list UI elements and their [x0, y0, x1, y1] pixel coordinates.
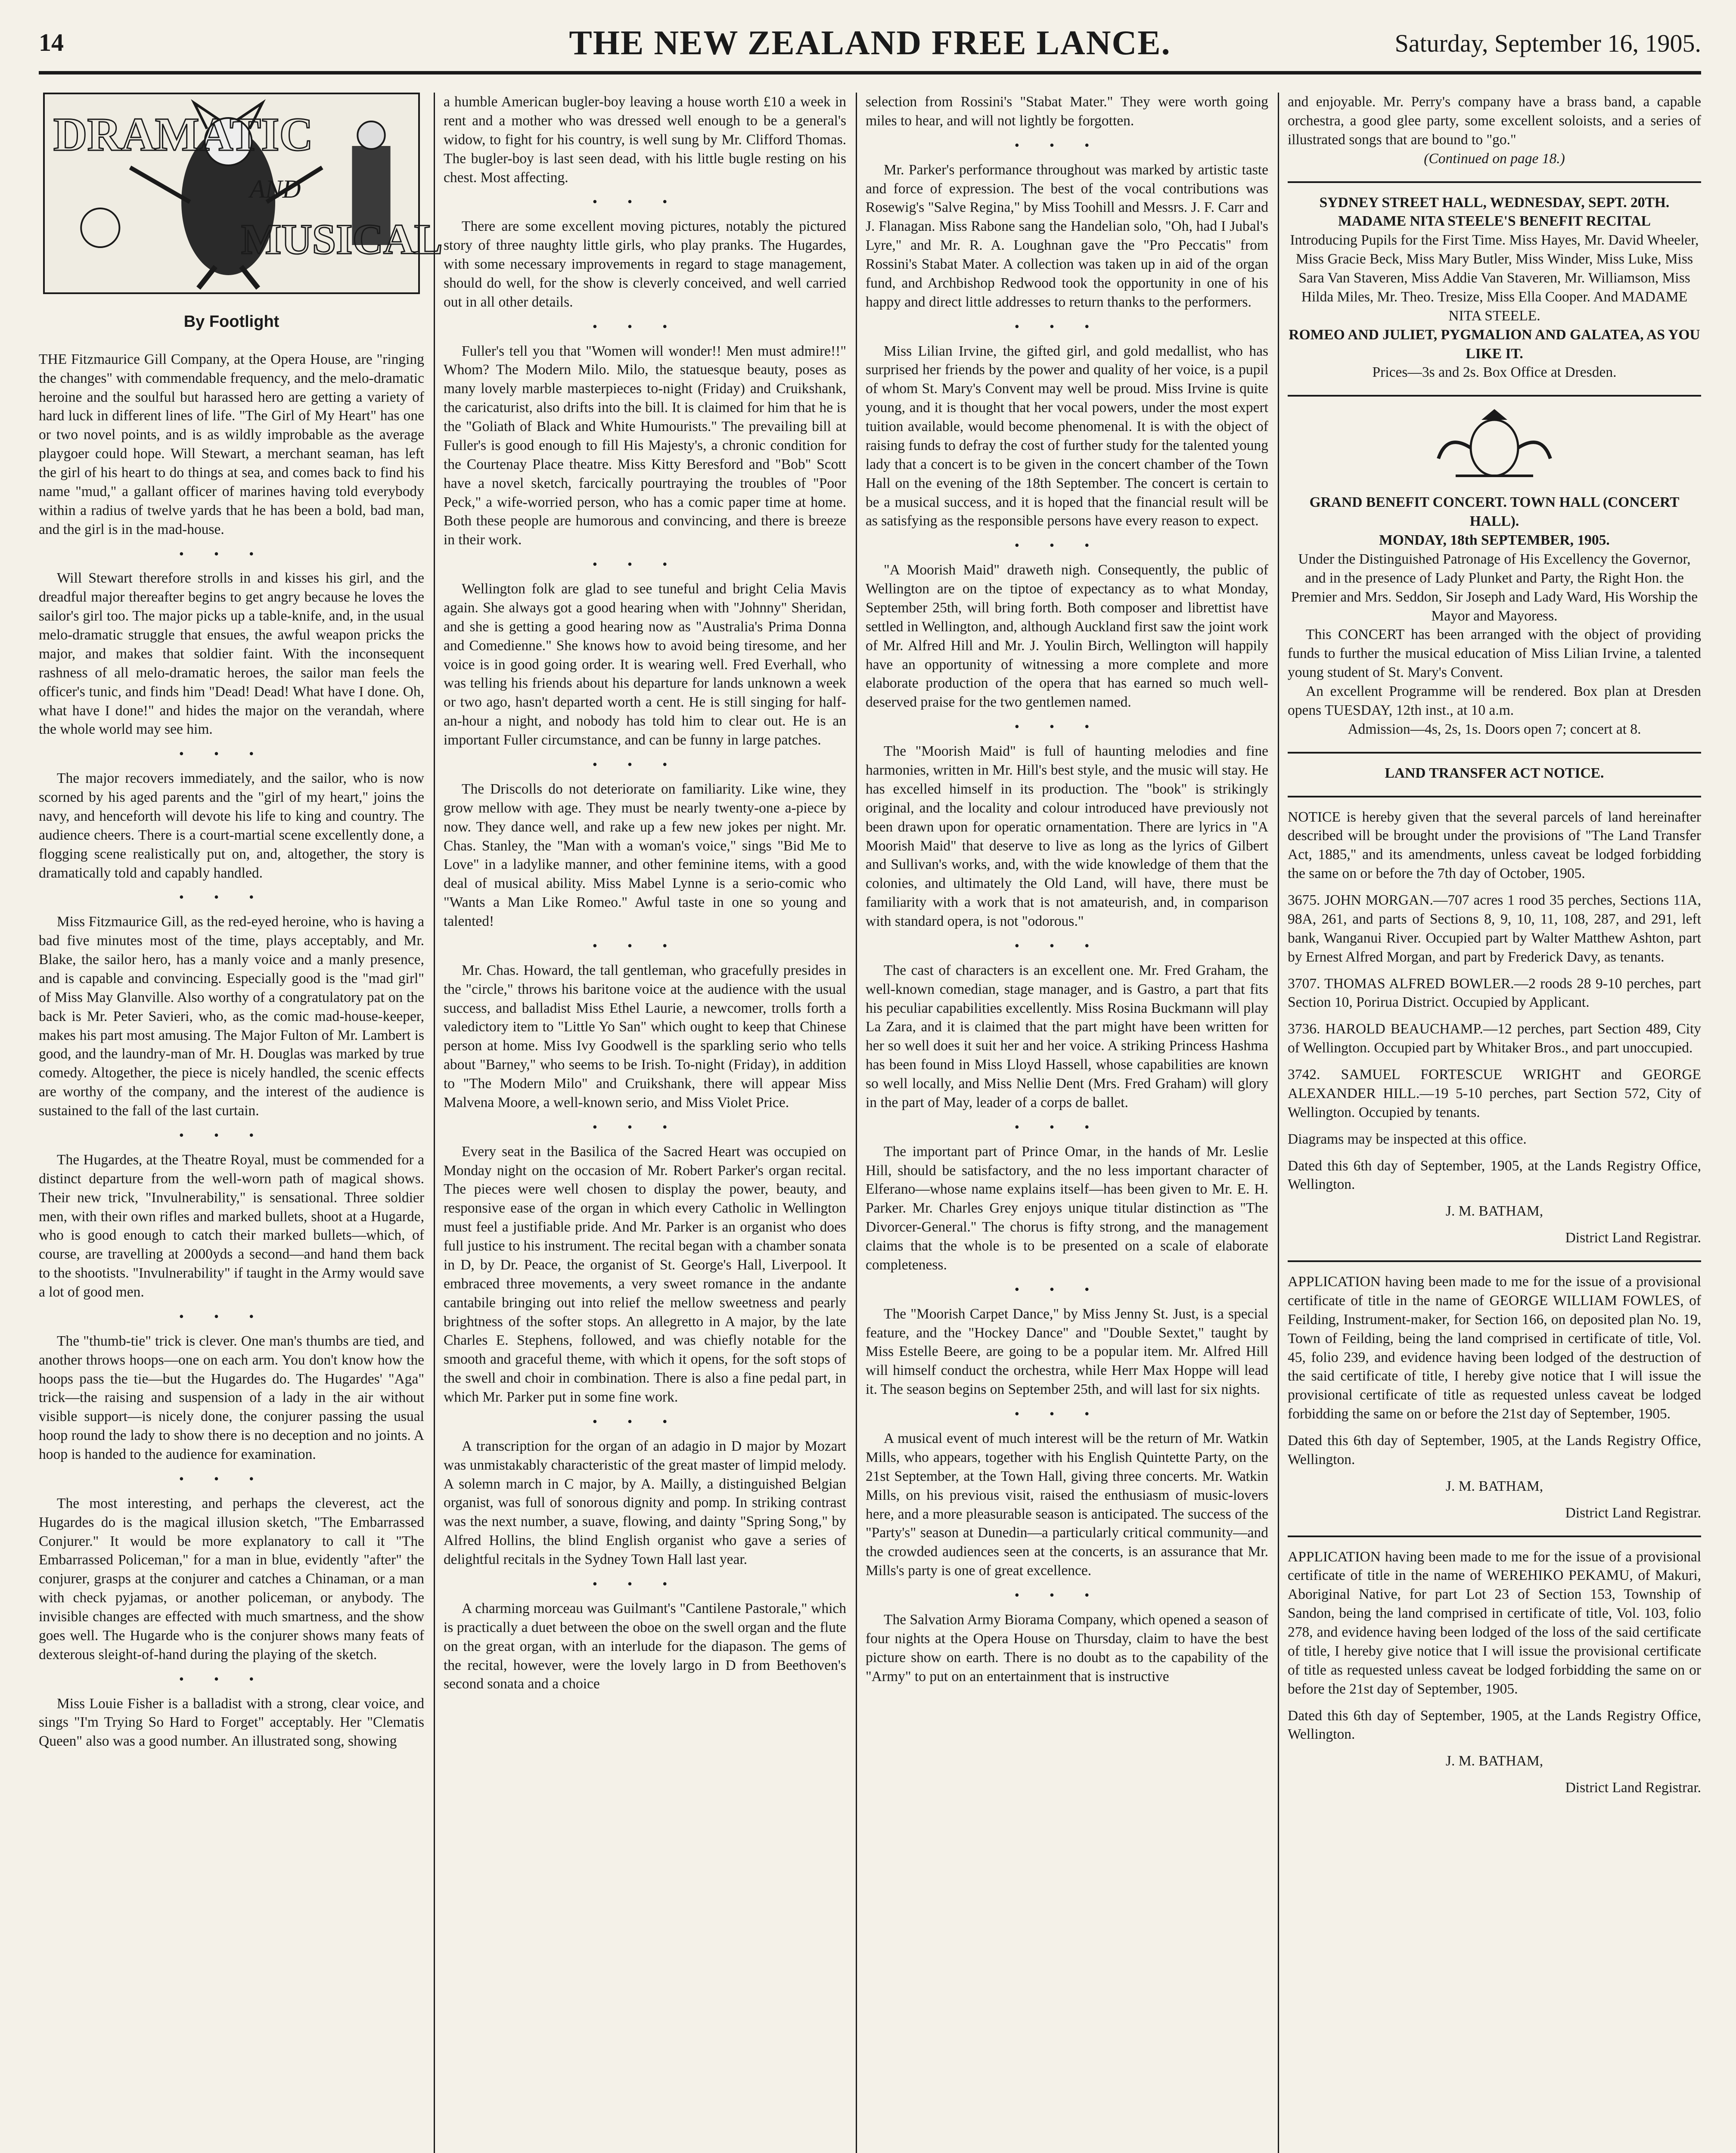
- notice-item: 3736. HAROLD BEAUCHAMP.—12 perches, part Section 489, City of Wellington. Occupied part by Whitaker Bros., and part unoccupied.: [1288, 1021, 1701, 1056]
- article-paragraph: The important part of Prince Omar, in the hands of Mr. Leslie Hill, should be satisfactory, and the no less important character of Elferano—whose name explains itself—has been given to Mr. E. H. Parker. Mr. Charles Grey enjoys unique titular distinction as "The Divorcer-General." The chorus is fifty strong, and the management claims that the whole is to be presented on a scale of elaborate completeness.: [866, 1143, 1268, 1273]
- section-divider: •••: [1014, 1119, 1120, 1135]
- notice-item: 3707. THOMAS ALFRED BOWLER.—2 roods 28 9-10 perches, part Section 10, Porirua District. Occupied by Applicant.: [1288, 975, 1701, 1011]
- column-3: [866, 93, 1268, 2153]
- royal-crest-icon: [1430, 407, 1559, 484]
- masked-jester-illustration: [45, 94, 443, 292]
- article-paragraph: Mr. Chas. Howard, the tall gentleman, who gracefully presides in the "circle," throws his baritone voice at the audience with the usual success, and balladist Miss Ethel Laurie, a newcomer, trolls forth a valedictory item to "Little Yo San" which ought to keep that Chinese person at home. Miss Ivy Goodwell is the sparkling serio who tells about "Barney," who seems to be Irish. To-night (Friday), in addition to "The Modern Milo" and Cruikshank, there will appear Miss Malvena Moore, a well-known serio, and Miss Violet Price.: [444, 962, 846, 1111]
- notice-heading: LAND TRANSFER ACT NOTICE.: [1385, 765, 1604, 781]
- section-divider: •••: [1014, 537, 1120, 553]
- section-divider: •••: [592, 318, 698, 334]
- continued-note: (Continued on page 18.): [1424, 150, 1565, 167]
- banner-word-musical: MUSICAL: [241, 215, 443, 264]
- article-paragraph: Mr. Parker's performance throughout was marked by artistic taste and force of expression. The best of the vocal contributions was Rosewig's "Salve Regina," by Miss Toohill and Messrs. J. F. Carr and J. Flanagan. Miss Rabone sang the Handelian solo, "Oh, had I Jubal's Lyre," and Mr. R. A. Loughnan gave the "Pro Peccatis" from Rossini's Stabat Mater. A collection was taken up in aid of the organ fund, and Archbishop Redwood took the opportunity in one of his happy and direct little addresses to return thanks to the performers.: [866, 161, 1268, 310]
- column-rule: [856, 93, 857, 2153]
- dramatic-musical-banner: [43, 93, 443, 294]
- ad-admission: Admission—4s, 2s, 1s. Doors open 7; concert at 8.: [1348, 721, 1641, 737]
- section-divider: •••: [592, 1119, 698, 1135]
- ad-divider: [1288, 752, 1701, 754]
- ad-programme: An excellent Programme will be rendered. Box plan at Dresden opens TUESDAY, 12th inst., at 10 a.m.: [1288, 683, 1701, 718]
- article-paragraph: A musical event of much interest will be the return of Mr. Watkin Mills, who appears, together with his English Quintette Party, on the 21st September, at the Town Hall, giving three concerts. Mr. Watkin Mills, on his previous visit, raised the enthusiasm of music-lovers here, and a more pleasurable season is anticipated. The success of the "Party's" season at Dunedin—a particularly critical community—and the crowded audiences seen at the concerts, is an assurance that Mr. Mills's party is one of great excellence.: [866, 1430, 1268, 1579]
- column-4: [1288, 93, 1701, 2153]
- article-paragraph: Miss Louie Fisher is a balladist with a strong, clear voice, and sings "I'm Trying So Hard to Forget" acceptably. Her "Clematis Queen" also was a good number. An illustrated song, showing: [39, 1695, 424, 1750]
- ad-title: GRAND BENEFIT CONCERT. TOWN HALL (CONCERT HALL).: [1309, 494, 1680, 530]
- ad-plays: ROMEO AND JULIET, PYGMALION AND GALATEA, AS YOU LIKE IT.: [1289, 326, 1700, 362]
- section-divider: •••: [1014, 1406, 1120, 1422]
- ad-prices: Prices—3s and 2s. Box Office at Dresden.: [1372, 364, 1617, 381]
- ad-divider: [1288, 1536, 1701, 1537]
- section-divider: •••: [592, 1413, 698, 1429]
- notice-item: 3742. SAMUEL FORTESCUE WRIGHT and GEORGE ALEXANDER HILL.—19 5-10 perches, part Section 572, City of Wellington. Occupied by tenants.: [1288, 1067, 1701, 1120]
- notice-body: APPLICATION having been made to me for the issue of a provisional certificate of title in the name of WEREHIKO PEKAMU, of Makuri, Aboriginal Native, for part Lot 23 of Section 153, Township of Sandon, being the land comprised in certificate of title, Vol. 103, folio 278, and evidence having been lodged of the loss of the said certificate of title, I hereby give notice that I will issue the provisional certificate of title as requested unless caveat be lodged forbidding the same on or before the 21st day of September, 1905.: [1288, 1548, 1701, 1697]
- section-divider: •••: [592, 1576, 698, 1591]
- ad-body: Introducing Pupils for the First Time. Miss Hayes, Mr. David Wheeler, Miss Gracie Beck, Miss Mary Butler, Miss Winder, Miss Luke, Miss Sara Van Staveren, Miss Addie Van Staveren, Mr. Williamson, Miss Hilda Miles, Mr. Theo. Tresize, Miss Ella Cooper. And MADAME NITA STEELE.: [1290, 232, 1699, 324]
- notice-intro: NOTICE is hereby given that the several parcels of land hereinafter described will be brought under the provisions of "The Land Transfer Act, 1885," and its amendments, unless caveat be lodged forbidding the same on or before the 7th day of October, 1905.: [1288, 809, 1701, 882]
- section-divider: •••: [179, 1308, 284, 1324]
- banner-word-dramatic: DRAMATIC: [53, 108, 314, 161]
- benefit-concert-ad: [1288, 407, 1701, 738]
- notice-role: District Land Registrar.: [1565, 1780, 1701, 1796]
- article-paragraph: THE Fitzmaurice Gill Company, at the Opera House, are "ringing the changes" with commendable frequency, and the melo-dramatic heroine and the soulful but harassed hero are getting a variety of hard luck in different lines of life. "The Girl of My Heart" has one or two novel points, and is as wildly improbable as the average playgoer could hope. Will Stewart, a merchant seaman, has left the girl of his heart to do things at sea, and comes back to find his name "mud," a gallant officer of marines having told everybody within a radius of twelve yards that he has been a bold, bad man, and the girl is in the mad-house.: [39, 351, 424, 537]
- article-paragraph: Will Stewart therefore strolls in and kisses his girl, and the dreadful major thereafter begins to get angry because he loves the sailor's girl too. The major picks up a table-knife, and, in the usual melo-dramatic struggle that ensues, the awful weapon pricks the major, and makes that soldier faint. With the inconsequent rashness of all melo-dramatic heroes, the sailor man feels the officer's tunic, and finds him "Dead! Dead! What have I done. Oh, what have I done!" and hides the major on the verandah, where the whole world may see him.: [39, 570, 424, 738]
- notice-item: 3675. JOHN MORGAN.—707 acres 1 rood 35 perches, Sections 11A, 98A, 261, and parts of Sections 8, 9, 10, 11, 108, 287, and 291, left bank, Wanganui River. Occupied part by Walter Matthew Ashton, part by Ernest Alfred Morgan, and part by Frederick Davy, as tenants.: [1288, 892, 1701, 965]
- banner-word-and: AND: [249, 174, 301, 204]
- article-paragraph: A transcription for the organ of an adagio in D major by Mozart was unmistakably characteristic of the great master of limpid melody. A solemn march in C major, by A. Mailly, a distinguished Belgian organist, was full of sonorous dignity and pomp. In striking contrast was the next number, a suave, flowing, and dainty "Spring Song," by Alfred Hollins, the blind English organist who gave a series of delightful recitals in the Sydney Town Hall last year.: [444, 1438, 846, 1568]
- issue-date: Saturday, September 16, 1905.: [1394, 29, 1701, 57]
- notice-signature: J. M. BATHAM,: [1445, 1203, 1543, 1219]
- section-divider: •••: [1014, 318, 1120, 334]
- pekamu-application-notice: [1288, 1548, 1701, 1798]
- article-paragraph: a humble American bugler-boy leaving a house worth £10 a week in rent and a mother who was dressed well enough to be a general's widow, to fight for his country, is well sung by Mr. Clifford Thomas. The bugler-boy is last seen dead, with his little bugle resting on his chest. Most affecting.: [444, 94, 846, 186]
- column-rule: [1278, 93, 1279, 2153]
- page-number: 14: [39, 28, 64, 56]
- article-paragraph: selection from Rossini's "Stabat Mater." They were worth going miles to hear, and will not lightly be forgotten.: [866, 94, 1268, 129]
- ad-body: This CONCERT has been arranged with the object of providing funds to further the musical education of Miss Lilian Irvine, a talented young student of St. Mary's Convent.: [1288, 627, 1701, 681]
- ad-date: MONDAY, 18th SEPTEMBER, 1905.: [1379, 532, 1610, 548]
- article-paragraph: Miss Fitzmaurice Gill, as the red-eyed heroine, who is having a bad five minutes most of the time, plays acceptably, and Mr. Blake, the sailor hero, has a manly voice and a manly presence, and is capable and convincing. Especially good is the "mad girl" of Miss May Glanville. Also worthy of a congratulatory pat on the back is Mr. Peter Savieri, who, as the comic mad-house-keeper, makes his part most amusing. The Major Fulton of Mr. Lambert is good, and the laundry-man of Mr. H. Douglas was marked by true comedy. Altogether, the piece is nicely handled, the scenic effects are worthy of the company, and the interest of the audience is sustained to the fall of the last curtain.: [39, 914, 424, 1119]
- article-paragraph: Fuller's tell you that "Women will wonder!! Men must admire!!" Whom? The Modern Milo. Milo, the statuesque beauty, poses as many lovely marble masterpieces to-night (Friday) and Cruikshank, the caricaturist, also drifts into the bill. It is claimed for him that he is the "Goliath of Black and White Humourists." The prevailing bill at Fuller's is good enough to fill His Majesty's, a chronic condition for the Courtenay Place theatre. Miss Kitty Beresford and "Bob" Scott have a novel sketch, farcically pourtraying the troubles of "Poor Peck," a wife-worried person, who has a comic paper time at home. Both these people are humorous and convincing, and there is breeze in their work.: [444, 343, 846, 548]
- newspaper-title: THE NEW ZEALAND FREE LANCE.: [569, 24, 1171, 62]
- article-paragraph: The "thumb-tie" trick is clever. One man's thumbs are tied, and another throws hoops—one on each arm. You don't know how the hoops pass the tie—but the Hugardes do. The Hugardes' "Aga" trick—the raising and suspension of a lady in the air without visible support—is nicely done, the conjurer passing the usual hoop round the lady to show there is no deception and no joints. A hoop is handed to the audience for examination.: [39, 1333, 424, 1463]
- ad-divider: [1288, 1260, 1701, 1262]
- notice-divider: [1288, 796, 1701, 797]
- section-divider: •••: [179, 546, 284, 562]
- notice-signature: J. M. BATHAM,: [1445, 1478, 1543, 1494]
- fowles-application-notice: [1288, 1272, 1701, 1523]
- byline: By Footlight: [183, 313, 279, 331]
- article-paragraph: The cast of characters is an excellent one. Mr. Fred Graham, the well-known comedian, stage manager, and is Gastro, a part that fits his peculiar capabilities excellently. Miss Rosina Buckmann will play La Zara, and it is claimed that the part might have been written for her so well does it suit her and her voice. A striking Princess Hashma has been found in Miss Lloyd Hassell, whose capabilities are known so well locally, and Miss Nellie Dent (Mrs. Fred Graham) will glory in the part of May, leader of a corps de ballet.: [866, 962, 1268, 1111]
- land-transfer-notice: [1288, 764, 1701, 1247]
- section-divider: •••: [1014, 719, 1120, 735]
- article-paragraph: Every seat in the Basilica of the Sacred Heart was occupied on Monday night on the occasion of Mr. Robert Parker's organ recital. The pieces were well chosen to display the power, beauty, and responsive ease of the organ in which every Catholic in Wellington must feel a justifiable pride. And Mr. Parker is an organist who does full justice to his instrument. The recital began with a chamber sonata in D, by Dr. Peace, the organist of St. George's Hall, Liverpool. It embraced three movements, a very sweet romance in the andante cantabile bringing out into relief the mellow sweetness and pearly brightness of the softer stops. An allegretto in A major, by the late Charles E. Stephens, followed, and was chiefly notable for the smooth and graceful theme, with which it opens, for the soft stops of the swell and choir in combination. There is also a fine pedal part, in which Mr. Parker put in some fine work.: [444, 1143, 846, 1405]
- notice-signature: J. M. BATHAM,: [1445, 1753, 1543, 1769]
- column-1: [39, 93, 443, 2153]
- article-paragraph: The Salvation Army Biorama Company, which opened a season of four nights at the Opera House on Thursday, claim to have the best picture show on earth. There is no doubt as to the capability of the "Army" to put on an entertainment that is instructive: [866, 1611, 1268, 1685]
- section-divider: •••: [592, 937, 698, 953]
- article-paragraph: The most interesting, and perhaps the cleverest, act the Hugardes do is the magical illusion sketch, "The Embarrassed Conjurer." It would be more explanatory to call it "The Embarrassed Policeman," for a man in blue, evidently "after" the conjurer, grasps at the conjurer and catches a Chinaman, or a man with check pyjamas, or another policeman, or anybody. The invisible changes are effected with much smartness, and the show goes well. The Hugarde who is the conjurer shows many feats of dexterous sleight-of-hand during the playing of the sketch.: [39, 1495, 424, 1663]
- notice-role: District Land Registrar.: [1565, 1505, 1701, 1521]
- section-divider: •••: [179, 889, 284, 905]
- section-divider: •••: [1014, 1587, 1120, 1603]
- section-divider: •••: [1014, 1281, 1120, 1297]
- article-paragraph: The major recovers immediately, and the sailor, who is now scorned by his aged parents and the "girl of my heart," joins the navy, and henceforth will devote his life to king and country. The audience cheers. There is a court-martial scene excellently done, a flogging scene realistically put on, and, altogether, the story is dramatically told and capably handled.: [39, 770, 424, 881]
- ad-subtitle: MADAME NITA STEELE'S BENEFIT RECITAL: [1338, 213, 1651, 230]
- steele-recital-ad: [1288, 193, 1701, 382]
- notice-body: APPLICATION having been made to me for the issue of a provisional certificate of title in the name of GEORGE WILLIAM FOWLES, of Feilding, Instrument-maker, for Section 166, on deposited plan No. 19, Town of Feilding, being the land comprised in certificate of title, Vol. 45, folio 239, and evidence having been lodged of the destruction of the said certificate of title, I hereby give notice that I will issue the provisional certificate of title as requested unless caveat be lodged forbidding the same on or before the 21st day of September, 1905.: [1288, 1274, 1701, 1422]
- section-divider: •••: [592, 756, 698, 772]
- section-divider: •••: [179, 1127, 284, 1143]
- column-2: [444, 93, 846, 2153]
- article-paragraph: Wellington folk are glad to see tuneful and bright Celia Mavis again. She always got a good hearing when with "Johnny" Sheridan, and she is getting a good hearing now as "Australia's Prima Donna and Comedienne." She knows how to avoid being tiresome, and her voice is in good going order. It is wearing well. Fred Everhall, who was telling his friends about his departure for lands unknown a week or two ago, hasn't departed worth a cent. He is still singing for half-an-hour a night, and nobody has told him to clear out. He is an important Fuller circumstance, and can be funny in large patches.: [444, 581, 846, 748]
- notice-diagrams: Diagrams may be inspected at this office.: [1288, 1131, 1527, 1147]
- article-paragraph: The "Moorish Maid" is full of haunting melodies and fine harmonies, written in Mr. Hill's best style, and the music will stay. He has excelled himself in its production. The "book" is strikingly original, and the locality and colour introduced have previously not been drawn upon for operatic ornamentation. There are lyrics in "A Moorish Maid" that deserve to live as long as the lyrics of Gilbert and Sullivan's works, and, with the wide knowledge of them that the colonies, and ultimately the Old Land, will have, there must be familiarity with a work that is not amateurish, and, in comparison with standard opera, is not "odorous.": [866, 743, 1268, 929]
- notice-dated: Dated this 6th day of September, 1905, at the Lands Registry Office, Wellington.: [1288, 1707, 1701, 1743]
- ad-title: SYDNEY STREET HALL, WEDNESDAY, SEPT. 20TH.: [1319, 194, 1670, 211]
- ad-divider: [1288, 395, 1701, 397]
- section-divider: •••: [179, 1470, 284, 1486]
- section-divider: •••: [592, 556, 698, 572]
- article-paragraph: There are some excellent moving pictures, notably the pictured story of three naughty little girls, who play pranks. The Hugardes, with some necessary improvements in regard to stage management, should do well, for the show is cleverly conceived, and well carried out in all other details.: [444, 218, 846, 310]
- column-rule: [434, 93, 435, 2153]
- section-divider: •••: [592, 194, 698, 210]
- article-paragraph: and enjoyable. Mr. Perry's company have a brass band, a capable orchestra, a good glee party, some excellent soloists, and a series of illustrated songs that are bound to "go.": [1288, 94, 1701, 148]
- article-paragraph: A charming morceau was Guilmant's "Cantilene Pastorale," which is practically a duet between the oboe on the swell organ and the flute on the great organ, with an interlude for the diapason. The gems of the recital, however, were the lovely largo in D from Beethoven's second sonata and a choice: [444, 1600, 846, 1692]
- section-divider: •••: [1014, 137, 1120, 153]
- notice-dated: Dated this 6th day of September, 1905, at the Lands Registry Office, Wellington.: [1288, 1157, 1701, 1193]
- article-paragraph: The Hugardes, at the Theatre Royal, must be commended for a distinct departure from the well-worn path of magical shows. Their new trick, "Invulnerability," is sensational. Three soldier men, with their own rifles and marked bullets, shoot at a Hugarde, who is good enough to catch their marked bullets—which, of course, are travelling at 2000yds a second—and hand them back to the shootists. "Invulnerability" if taught in the Army would save a lot of good men.: [39, 1151, 424, 1300]
- section-divider: •••: [179, 1671, 284, 1687]
- section-divider: •••: [1014, 937, 1120, 953]
- notice-role: District Land Registrar.: [1565, 1230, 1701, 1246]
- article-paragraph: The "Moorish Carpet Dance," by Miss Jenny St. Just, is a special feature, and the "Hockey Dance" and "Double Sextet," taught by Miss Estelle Beere, are going to be a popular item. Mr. Alfred Hill will himself conduct the orchestra, while Herr Max Hoppe will lead it. The season begins on September 25th, and will last for six nights.: [866, 1306, 1268, 1398]
- article-paragraph: The Driscolls do not deteriorate on familiarity. Like wine, they grow mellow with age. They must be nearly twenty-one a-piece by now. They dance well, and rake up a few new jokes per night. Mr. Chas. Stanley, the "Man with a woman's voice," sings "Bid Me to Love" in a ladylike manner, and other feminine items, with a good deal of musical ability. Miss Mabel Lynne is a serio-comic who "Wants a Man Like Romeo." Awful taste in one so young and talented!: [444, 781, 846, 929]
- article-paragraph: Miss Lilian Irvine, the gifted girl, and gold medallist, who has surprised her friends by the power and quality of her voice, is a pupil of whom St. Mary's Convent may well be proud. Miss Irvine is quite young, and it is thought that her vocal powers, under the most expert tuition available, would become phenomenal. It is with the object of raising funds to defray the cost of further study for the talented young lady that a concert is to be given in the concert chamber of the Town Hall on the evening of the 18th September. The concert is certain to be a musical success, and it is hoped that the financial result will be as satisfying as the responsible persons have every reason to expect.: [866, 343, 1268, 529]
- section-divider: •••: [179, 746, 284, 762]
- ad-divider: [1288, 181, 1701, 183]
- masthead: [39, 24, 1701, 74]
- notice-dated: Dated this 6th day of September, 1905, at the Lands Registry Office, Wellington.: [1288, 1433, 1701, 1467]
- article-paragraph: "A Moorish Maid" draweth nigh. Consequently, the public of Wellington are on the tiptoe of expectancy as to what Monday, September 25th, will bring forth. Both composer and librettist have settled in Wellington, and, although Auckland first saw the joint work of Mr. Alfred Hill and Mr. J. Youlin Birch, Wellington will happily have an opportunity of witnessing a more complete and more elaborate production of the opera that has earned so much well-deserved praise for the two gentlemen named.: [866, 562, 1268, 710]
- ad-patronage: Under the Distinguished Patronage of His Excellency the Governor, and in the presence of Lady Plunket and Party, the Right Hon. the Premier and Mrs. Seddon, Sir Joseph and Lady Ward, His Worship the Mayor and Mayoress.: [1291, 551, 1698, 624]
